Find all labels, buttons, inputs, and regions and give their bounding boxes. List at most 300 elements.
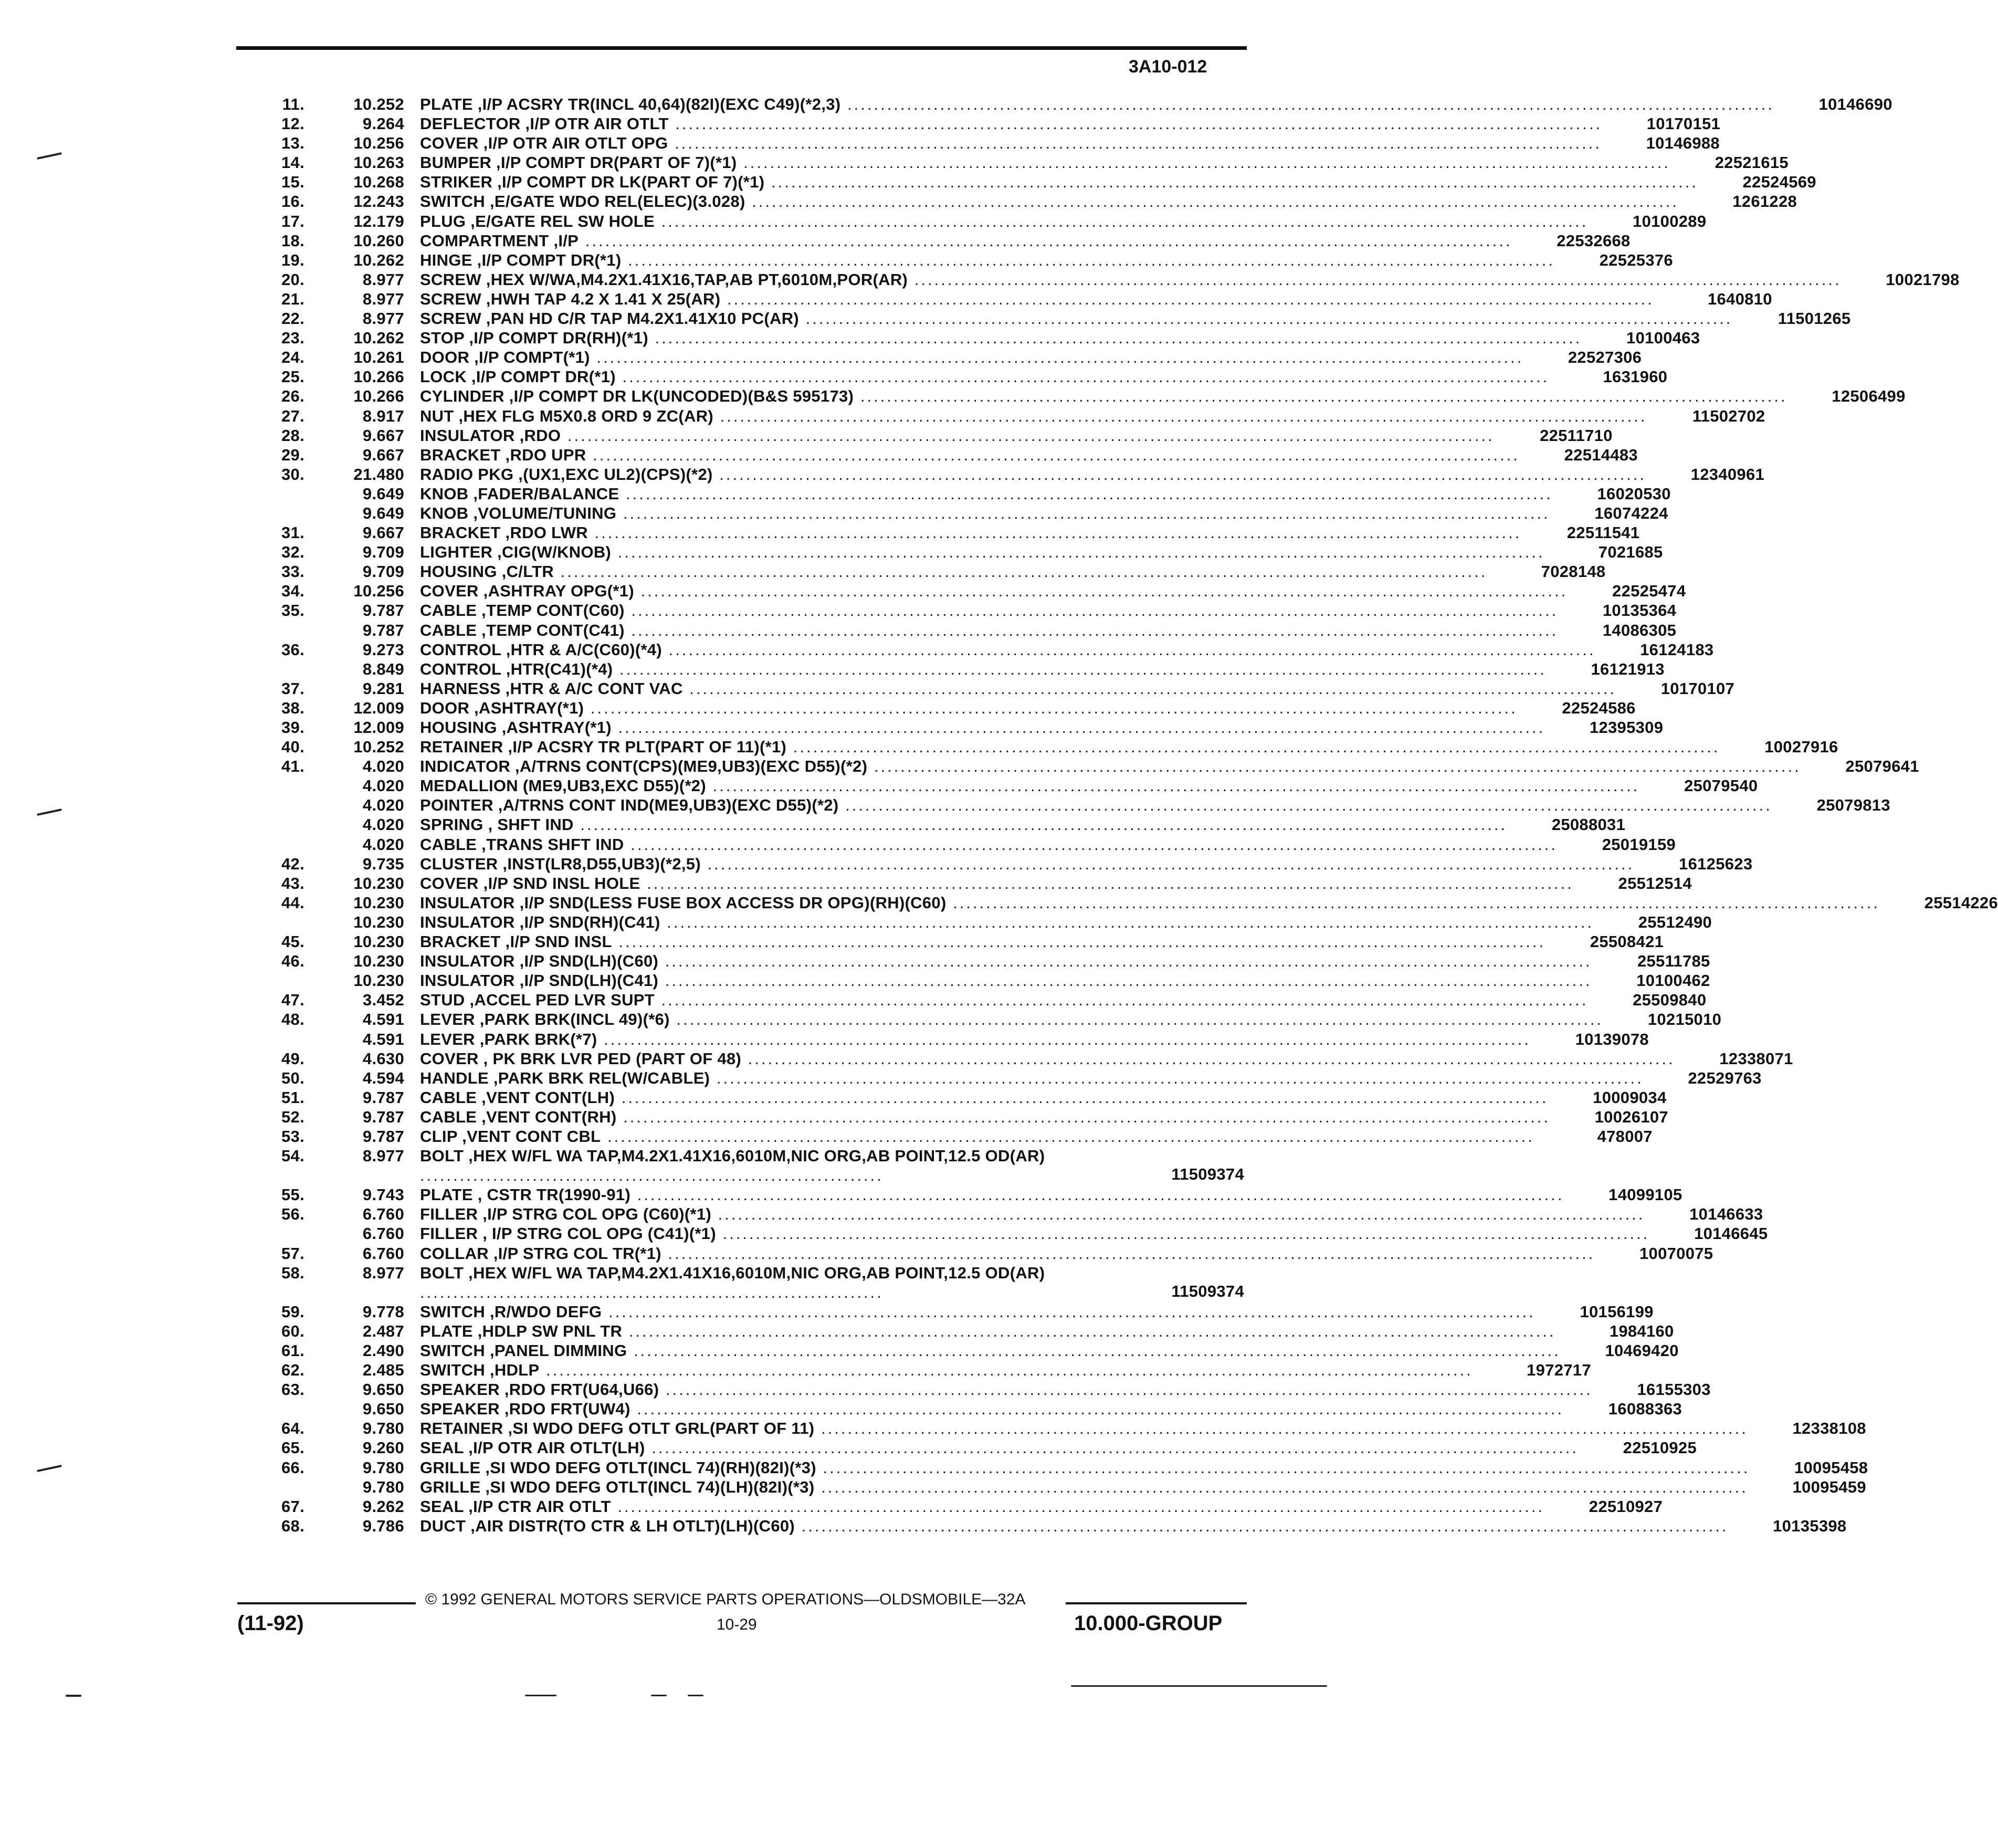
item-number: 45. — [281, 932, 304, 951]
part-number: 11509374 — [1171, 1165, 1244, 1184]
part-number: 11501265 — [1778, 309, 1851, 328]
item-number: 15. — [281, 173, 304, 192]
part-description-text: BOLT ,HEX W/FL WA TAP,M4.2X1.41X16,6010M,NIC ORG,AB POINT,12.5 OD(AR) — [420, 1263, 1045, 1282]
part-number: 25514226 — [1924, 893, 1998, 912]
parts-row — [241, 94, 1892, 114]
group-number: 9.778 — [362, 1302, 404, 1321]
part-description-text: KNOB ,VOLUME/TUNING — [420, 503, 617, 522]
group-number: 4.020 — [362, 815, 404, 834]
part-number: 25079540 — [1684, 776, 1758, 795]
item-number: 54. — [281, 1147, 304, 1166]
part-description-text: BOLT ,HEX W/FL WA TAP,M4.2X1.41X16,6010M,NIC ORG,AB POINT,12.5 OD(AR) — [420, 1147, 1045, 1166]
part-number: 16074224 — [1594, 503, 1668, 522]
part-description: BUMPER ,I/P COMPT DR(PART OF 7)(*1) ............................................................................................................................................ — [420, 153, 1670, 172]
parts-row — [241, 1360, 1591, 1380]
group-number: 3.452 — [362, 991, 404, 1010]
group-number: 12.179 — [353, 212, 404, 230]
parts-row — [241, 971, 1710, 990]
parts-row — [241, 406, 1765, 426]
part-description: CONTROL ,HTR & A/C(C60)(*4) ............................................................................................................................................ — [420, 640, 1596, 659]
scan-mark — [525, 1695, 556, 1696]
part-number: 16124183 — [1640, 640, 1714, 659]
parts-row — [241, 1399, 1682, 1419]
part-description-text: COVER ,ASHTRAY OPG(*1) — [420, 582, 634, 601]
item-number: 20. — [281, 270, 304, 289]
part-number: 7028148 — [1541, 562, 1606, 581]
item-number: 29. — [281, 445, 304, 464]
item-number: 31. — [281, 523, 304, 542]
parts-row — [241, 932, 1664, 951]
header-rule — [236, 46, 1247, 50]
part-description: CABLE ,VENT CONT(RH) ............................................................................................................................................ — [420, 1107, 1550, 1126]
part-number: 10100463 — [1626, 329, 1700, 348]
parts-row — [241, 601, 1677, 620]
part-description-text: HARNESS ,HTR & A/C CONT VAC — [420, 679, 683, 698]
part-description: STUD ,ACCEL PED LVR SUPT ............................................................................................................................................ — [420, 991, 1589, 1010]
group-number: 6.760 — [362, 1244, 404, 1263]
part-description: COVER ,I/P SND INSL HOLE ............................................................................................................................................ — [420, 874, 1574, 892]
part-description-text: BRACKET ,RDO LWR — [420, 523, 588, 542]
parts-row — [241, 776, 1758, 795]
group-number: 10.230 — [353, 893, 404, 912]
group-number: 9.743 — [362, 1185, 404, 1204]
item-number: 41. — [281, 757, 304, 776]
part-number: 16020530 — [1597, 484, 1671, 503]
parts-row — [241, 718, 1664, 737]
part-number: 1631960 — [1603, 368, 1668, 386]
part-description-text: INSULATOR ,I/P SND(LESS FUSE BOX ACCESS DR OPG)(RH)(C60) — [420, 893, 947, 912]
parts-row — [241, 1477, 1866, 1497]
item-number: 63. — [281, 1380, 304, 1399]
part-description-text: LEVER ,PARK BRK(INCL 49)(*6) — [420, 1010, 670, 1029]
part-description-text: BUMPER ,I/P COMPT DR(PART OF 7)(*1) — [420, 153, 737, 172]
group-number: 6.760 — [362, 1205, 404, 1224]
parts-row — [241, 1224, 1768, 1243]
part-number: 10009034 — [1593, 1088, 1667, 1107]
parts-row — [241, 854, 1753, 874]
part-number: 10469420 — [1605, 1341, 1679, 1360]
parts-row — [241, 698, 1636, 718]
part-number: 25079641 — [1845, 757, 1919, 776]
item-number: 51. — [281, 1088, 304, 1107]
parts-row — [241, 757, 1919, 776]
part-description-text: SWITCH ,R/WDO DEFG — [420, 1302, 602, 1321]
part-description-text: FILLER , I/P STRG COL OPG (C41)(*1) — [420, 1224, 716, 1243]
group-number: 9.667 — [362, 445, 404, 464]
part-description: RADIO PKG ,(UX1,EXC UL2)(CPS)(*2) ............................................................................................................................................ — [420, 465, 1647, 484]
item-number: 58. — [281, 1263, 304, 1282]
group-number: 9.650 — [362, 1400, 404, 1419]
part-description-text: POINTER ,A/TRNS CONT IND(ME9,UB3)(EXC D55)(*2) — [420, 796, 839, 815]
parts-row — [241, 523, 1640, 542]
part-number: 25079813 — [1816, 796, 1890, 815]
part-description: SCREW ,HEX W/WA,M4.2X1.41X16,TAP,AB PT,6010M,POR(AR) ............................................................................................................................................ — [420, 270, 1842, 289]
part-number: 10170107 — [1660, 679, 1735, 698]
item-number: 64. — [281, 1419, 304, 1438]
parts-row — [241, 1497, 1663, 1516]
part-number: 1972717 — [1527, 1361, 1591, 1380]
parts-list — [241, 94, 1998, 1536]
item-number: 43. — [281, 874, 304, 892]
item-number: 66. — [281, 1458, 304, 1477]
part-description-text: LOCK ,I/P COMPT DR(*1) — [420, 368, 616, 386]
part-number: 25511785 — [1637, 952, 1710, 971]
footer-page-number: 10-29 — [717, 1616, 757, 1633]
parts-row — [241, 1438, 1697, 1457]
part-description: BOLT ,HEX W/FL WA TAP,M4.2X1.41X16,6010M,NIC ORG,AB POINT,12.5 OD(AR) ...................................................................... — [420, 1147, 1045, 1185]
part-description: INSULATOR ,I/P SND(LH)(C41) ............................................................................................................................................ — [420, 971, 1592, 990]
part-number: 14086305 — [1602, 621, 1677, 639]
item-number: 57. — [281, 1244, 304, 1263]
parts-row — [241, 835, 1676, 854]
part-number: 16121913 — [1591, 659, 1665, 678]
item-number: 17. — [281, 212, 304, 230]
part-description: HARNESS ,HTR & A/C CONT VAC ............................................................................................................................................ — [420, 679, 1617, 698]
part-number: 12338108 — [1792, 1419, 1866, 1438]
part-number: 16088363 — [1608, 1400, 1682, 1419]
parts-row — [241, 1458, 1868, 1477]
part-number: 1984160 — [1609, 1321, 1674, 1340]
parts-row — [241, 640, 1714, 659]
parts-row — [241, 621, 1677, 640]
part-description-text: COVER , PK BRK LVR PED (PART OF 48) — [420, 1049, 742, 1068]
item-number: 14. — [281, 153, 304, 172]
item-number: 11. — [282, 95, 304, 113]
part-description: COMPARTMENT ,I/P ............................................................................................................................................ — [420, 231, 1512, 250]
part-number: 12395309 — [1589, 718, 1664, 737]
part-description: SWITCH ,E/GATE WDO REL(ELEC)(3.028) ............................................................................................................................................ — [420, 192, 1679, 211]
parts-row — [241, 1516, 1847, 1536]
part-description-text: PLATE , CSTR TR(1990-91) — [420, 1185, 631, 1204]
group-number: 4.020 — [362, 796, 404, 815]
group-number: 9.786 — [362, 1516, 404, 1535]
group-number: 6.760 — [362, 1224, 404, 1243]
group-number: 10.230 — [353, 971, 404, 990]
parts-row — [241, 990, 1707, 1010]
part-description: SPEAKER ,RDO FRT(U64,U66) ............................................................................................................................................ — [420, 1380, 1593, 1399]
part-description-text: CONTROL ,HTR & A/C(C60)(*4) — [420, 640, 663, 659]
group-number: 2.485 — [362, 1361, 404, 1380]
part-number: 22529763 — [1688, 1068, 1762, 1087]
part-description: SPEAKER ,RDO FRT(UW4) ............................................................................................................................................ — [420, 1400, 1564, 1419]
part-description: PLUG ,E/GATE REL SW HOLE ............................................................................................................................................ — [420, 212, 1589, 230]
parts-row — [241, 484, 1671, 503]
part-number: 25088031 — [1551, 815, 1626, 834]
group-number: 2.487 — [362, 1321, 404, 1340]
part-number: 7021685 — [1598, 543, 1663, 562]
part-description-text: INSULATOR ,RDO — [420, 426, 561, 445]
item-number: 67. — [281, 1497, 304, 1516]
item-number: 18. — [281, 231, 304, 250]
group-number: 9.709 — [362, 562, 404, 581]
part-description: CLIP ,VENT CONT CBL ............................................................................................................................................ — [420, 1127, 1534, 1146]
item-number: 36. — [281, 640, 304, 659]
copyright-line: © 1992 GENERAL MOTORS SERVICE PARTS OPERATIONS—OLDSMOBILE—32A — [425, 1591, 1026, 1608]
item-number: 47. — [281, 991, 304, 1010]
part-number: 10146988 — [1646, 134, 1720, 153]
group-number: 9.780 — [362, 1419, 404, 1438]
part-description: HOUSING ,ASHTRAY(*1) ............................................................................................................................................ — [420, 718, 1545, 737]
part-description: KNOB ,VOLUME/TUNING ............................................................................................................................................ — [420, 503, 1550, 522]
part-description: CABLE ,TEMP CONT(C60) ............................................................................................................................................ — [420, 601, 1559, 620]
parts-row — [241, 1302, 1654, 1321]
group-number: 9.787 — [362, 1127, 404, 1146]
group-number: 9.281 — [362, 679, 404, 698]
part-description: HINGE ,I/P COMPT DR(*1) ............................................................................................................................................ — [420, 250, 1555, 269]
group-number: 9.735 — [362, 854, 404, 873]
part-description: PLATE ,I/P ACSRY TR(INCL 40,64)(82I)(EXC C49)(*2,3) ............................................................................................................................................ — [420, 95, 1774, 113]
parts-row — [241, 367, 1668, 386]
group-number: 4.630 — [362, 1049, 404, 1068]
part-description-text: CABLE ,TRANS SHFT IND — [420, 835, 624, 854]
part-description-text: CABLE ,VENT CONT(LH) — [420, 1088, 615, 1107]
part-number: 12506499 — [1832, 387, 1906, 406]
scan-mark — [1071, 1685, 1327, 1687]
parts-row — [241, 795, 1890, 815]
part-description: HANDLE ,PARK BRK REL(W/CABLE) ............................................................................................................................................ — [420, 1068, 1644, 1087]
parts-row — [241, 1321, 1674, 1341]
part-number: 10095459 — [1792, 1477, 1866, 1496]
parts-row — [241, 426, 1613, 445]
footer-rule-left — [237, 1602, 416, 1604]
parts-row — [241, 1030, 1649, 1049]
item-number: 12. — [281, 114, 304, 133]
group-number: 10.256 — [353, 582, 404, 601]
part-description: FILLER ,I/P STRG COL OPG (C60)(*1) ............................................................................................................................................ — [420, 1205, 1645, 1224]
part-number: 25508421 — [1590, 932, 1664, 951]
part-description-text: COVER ,I/P OTR AIR OTLT OPG — [420, 134, 668, 153]
part-description-text: CABLE ,TEMP CONT(C60) — [420, 601, 625, 620]
parts-row — [241, 270, 1960, 289]
parts-row — [241, 153, 1789, 172]
parts-row — [241, 1049, 1793, 1068]
parts-row — [241, 1380, 1711, 1399]
group-number: 4.591 — [362, 1010, 404, 1029]
group-number: 9.264 — [362, 114, 404, 133]
part-description: SEAL ,I/P CTR AIR OTLT ............................................................................................................................................ — [420, 1497, 1545, 1516]
part-number: 22510927 — [1589, 1497, 1663, 1516]
parts-row — [241, 815, 1626, 834]
part-description-text: GRILLE ,SI WDO DEFG OTLT(INCL 74)(LH)(82I)(*3) — [420, 1477, 815, 1496]
group-number: 10.266 — [353, 368, 404, 386]
part-description: INSULATOR ,RDO ............................................................................................................................................ — [420, 426, 1495, 445]
item-number: 55. — [281, 1185, 304, 1204]
part-description-text: INDICATOR ,A/TRNS CONT(CPS)(ME9,UB3)(EXC D55)(*2) — [420, 757, 868, 776]
item-number: 49. — [281, 1049, 304, 1068]
part-description-text: SWITCH ,HDLP — [420, 1361, 540, 1380]
part-description-text: CONTROL ,HTR(C41)(*4) — [420, 659, 613, 678]
scan-mark — [37, 1465, 62, 1472]
parts-row — [241, 1127, 1653, 1146]
part-description: POINTER ,A/TRNS CONT IND(ME9,UB3)(EXC D55)(*2) ............................................................................................................................................ — [420, 796, 1772, 815]
part-description-text: HANDLE ,PARK BRK REL(W/CABLE) — [420, 1068, 710, 1087]
part-description-text: COLLAR ,I/P STRG COL TR(*1) — [420, 1244, 661, 1263]
parts-row — [241, 1263, 1244, 1302]
part-description: SCREW ,PAN HD C/R TAP M4.2X1.41X10 PC(AR) ............................................................................................................................................ — [420, 309, 1733, 328]
item-number: 60. — [281, 1321, 304, 1340]
part-description: DEFLECTOR ,I/P OTR AIR OTLT ............................................................................................................................................ — [420, 114, 1603, 133]
item-number: 37. — [281, 679, 304, 698]
part-number: 10139078 — [1575, 1030, 1649, 1048]
parts-row — [241, 1088, 1667, 1107]
part-description-text: DEFLECTOR ,I/P OTR AIR OTLT — [420, 114, 669, 133]
part-number: 25512514 — [1618, 874, 1692, 892]
part-number: 10100289 — [1633, 212, 1707, 230]
group-number: 4.594 — [362, 1068, 404, 1087]
parts-row — [241, 445, 1638, 465]
part-number: 11502702 — [1692, 406, 1765, 425]
item-number: 22. — [281, 309, 304, 328]
parts-row — [241, 328, 1700, 348]
group-number: 21.480 — [353, 465, 404, 484]
item-number: 56. — [281, 1205, 304, 1224]
item-number: 59. — [281, 1302, 304, 1321]
part-number: 10146690 — [1818, 95, 1892, 113]
part-description-text: MEDALLION (ME9,UB3,EXC D55)(*2) — [420, 776, 706, 795]
parts-row — [241, 874, 1692, 893]
part-description-text: GRILLE ,SI WDO DEFG OTLT(INCL 74)(RH)(82I)(*3) — [420, 1458, 816, 1477]
part-number: 10156199 — [1580, 1302, 1654, 1321]
item-number: 39. — [281, 718, 304, 737]
item-number: 30. — [281, 465, 304, 484]
page-code: 3A10-012 — [1129, 57, 1207, 77]
part-description: DOOR ,I/P COMPT(*1) ............................................................................................................................................ — [420, 348, 1524, 367]
part-description-text: SCREW ,PAN HD C/R TAP M4.2X1.41X10 PC(AR) — [420, 309, 799, 328]
group-number: 10.263 — [353, 153, 404, 172]
item-number: 50. — [281, 1068, 304, 1087]
part-number: 22524586 — [1562, 698, 1636, 717]
part-number: 10027916 — [1764, 738, 1838, 757]
part-description: DOOR ,ASHTRAY(*1) ............................................................................................................................................ — [420, 698, 1518, 717]
part-description-text: LIGHTER ,CIG(W/KNOB) — [420, 543, 612, 562]
footer-group: 10.000-GROUP — [1074, 1612, 1223, 1635]
part-description-text: DUCT ,AIR DISTR(TO CTR & LH OTLT)(LH)(C60) — [420, 1516, 795, 1535]
parts-row — [241, 659, 1665, 679]
parts-row — [241, 562, 1606, 581]
parts-row — [241, 1341, 1679, 1360]
part-description-text: STUD ,ACCEL PED LVR SUPT — [420, 991, 655, 1010]
part-description: COVER ,I/P OTR AIR OTLT OPG ............................................................................................................................................ — [420, 134, 1602, 153]
item-number: 25. — [281, 368, 304, 386]
part-description-text: CLIP ,VENT CONT CBL — [420, 1127, 601, 1146]
part-description-text: CABLE ,TEMP CONT(C41) — [420, 621, 625, 639]
part-number: 22524569 — [1742, 173, 1816, 192]
part-description: CYLINDER ,I/P COMPT DR LK(UNCODED)(B&S 595173) ............................................................................................................................................ — [420, 387, 1787, 406]
parts-row — [241, 133, 1720, 153]
part-description: SEAL ,I/P OTR AIR OTLT(LH) ............................................................................................................................................ — [420, 1438, 1579, 1457]
part-description-text: CABLE ,VENT CONT(RH) — [420, 1107, 617, 1126]
part-number: 10070075 — [1639, 1244, 1713, 1263]
item-number: 27. — [281, 406, 304, 425]
part-description-text: HOUSING ,C/LTR — [420, 562, 554, 581]
item-number: 16. — [281, 192, 304, 211]
part-number: 1640810 — [1707, 289, 1772, 308]
item-number: 28. — [281, 426, 304, 445]
parts-row — [241, 542, 1663, 562]
scan-mark — [651, 1695, 667, 1696]
part-description: PLATE ,HDLP SW PNL TR ............................................................................................................................................ — [420, 1321, 1556, 1340]
part-description: INDICATOR ,A/TRNS CONT(CPS)(ME9,UB3)(EXC D55)(*2) ............................................................................................................................................ — [420, 757, 1801, 776]
group-number: 8.977 — [362, 1147, 404, 1166]
item-number: 35. — [281, 601, 304, 620]
group-number: 10.262 — [353, 329, 404, 348]
group-number: 9.667 — [362, 523, 404, 542]
part-description: CABLE ,VENT CONT(LH) ............................................................................................................................................ — [420, 1088, 1549, 1107]
part-number: 1261228 — [1732, 192, 1797, 211]
part-description-text: SPEAKER ,RDO FRT(UW4) — [420, 1400, 630, 1419]
part-description: SPRING , SHFT IND ............................................................................................................................................ — [420, 815, 1508, 834]
parts-row — [241, 289, 1772, 309]
part-number: 25019159 — [1602, 835, 1676, 854]
part-number: 10135364 — [1602, 601, 1677, 620]
group-number: 9.667 — [362, 426, 404, 445]
part-number: 16125623 — [1679, 854, 1753, 873]
part-description-text: STRIKER ,I/P COMPT DR LK(PART OF 7)(*1) — [420, 173, 765, 192]
item-number: 40. — [281, 738, 304, 757]
part-description-text: PLATE ,HDLP SW PNL TR — [420, 1321, 623, 1340]
part-description: LOCK ,I/P COMPT DR(*1) ............................................................................................................................................ — [420, 368, 1550, 386]
part-description: HOUSING ,C/LTR ............................................................................................................................................ — [420, 562, 1488, 581]
group-number: 9.787 — [362, 1107, 404, 1126]
part-description: INSULATOR ,I/P SND(LESS FUSE BOX ACCESS DR OPG)(RH)(C60) ............................................................................................................................................ — [420, 893, 1880, 912]
part-description-text: LEVER ,PARK BRK(*7) — [420, 1030, 597, 1048]
item-number: 42. — [281, 854, 304, 873]
scan-mark — [37, 808, 62, 816]
part-description-text: SEAL ,I/P OTR AIR OTLT(LH) — [420, 1438, 645, 1457]
group-number: 10.256 — [353, 134, 404, 153]
part-description: RETAINER ,SI WDO DEFG OTLT GRL(PART OF 11) ............................................................................................................................................ — [420, 1419, 1748, 1438]
item-number: 38. — [281, 698, 304, 717]
group-number: 4.020 — [362, 757, 404, 776]
part-description: GRILLE ,SI WDO DEFG OTLT(INCL 74)(LH)(82I)(*3) ............................................................................................................................................ — [420, 1477, 1748, 1496]
parts-row — [241, 1419, 1866, 1438]
part-description: SWITCH ,R/WDO DEFG ............................................................................................................................................ — [420, 1302, 1536, 1321]
group-number: 10.252 — [353, 738, 404, 757]
part-number: 10135398 — [1773, 1516, 1847, 1535]
item-number: 32. — [281, 543, 304, 562]
parts-row — [241, 1185, 1682, 1204]
parts-row — [241, 581, 1686, 601]
part-number: 10100462 — [1636, 971, 1710, 990]
part-description-text: COMPARTMENT ,I/P — [420, 231, 579, 250]
item-number: 46. — [281, 952, 304, 971]
part-description-text: BRACKET ,RDO UPR — [420, 445, 586, 464]
part-description-text: HINGE ,I/P COMPT DR(*1) — [420, 250, 622, 269]
parts-row — [241, 172, 1816, 192]
part-description-text: INSULATOR ,I/P SND(LH)(C60) — [420, 952, 659, 971]
parts-row — [241, 250, 1673, 270]
item-number: 19. — [281, 250, 304, 269]
part-number: 22511710 — [1540, 426, 1613, 445]
part-description-text: STOP ,I/P COMPT DR(RH)(*1) — [420, 329, 648, 348]
item-number: 23. — [281, 329, 304, 348]
group-number: 9.650 — [362, 1380, 404, 1399]
part-number: 25512490 — [1638, 912, 1712, 931]
item-number: 44. — [281, 893, 304, 912]
item-number: 26. — [281, 387, 304, 406]
part-description: GRILLE ,SI WDO DEFG OTLT(INCL 74)(RH)(82I)(*3) ............................................................................................................................................ — [420, 1458, 1750, 1477]
item-number: 53. — [281, 1127, 304, 1146]
part-description: BRACKET ,I/P SND INSL ............................................................................................................................................ — [420, 932, 1546, 951]
part-number: 22511541 — [1566, 523, 1640, 542]
part-description: NUT ,HEX FLG M5X0.8 ORD 9 ZC(AR) ............................................................................................................................................ — [420, 406, 1647, 425]
part-number: 12338071 — [1719, 1049, 1793, 1068]
part-description: PLATE , CSTR TR(1990-91) ............................................................................................................................................ — [420, 1185, 1564, 1204]
item-number: 65. — [281, 1438, 304, 1457]
item-number: 68. — [281, 1516, 304, 1535]
group-number: 10.261 — [353, 348, 404, 367]
footer-rule-right — [1066, 1602, 1247, 1604]
